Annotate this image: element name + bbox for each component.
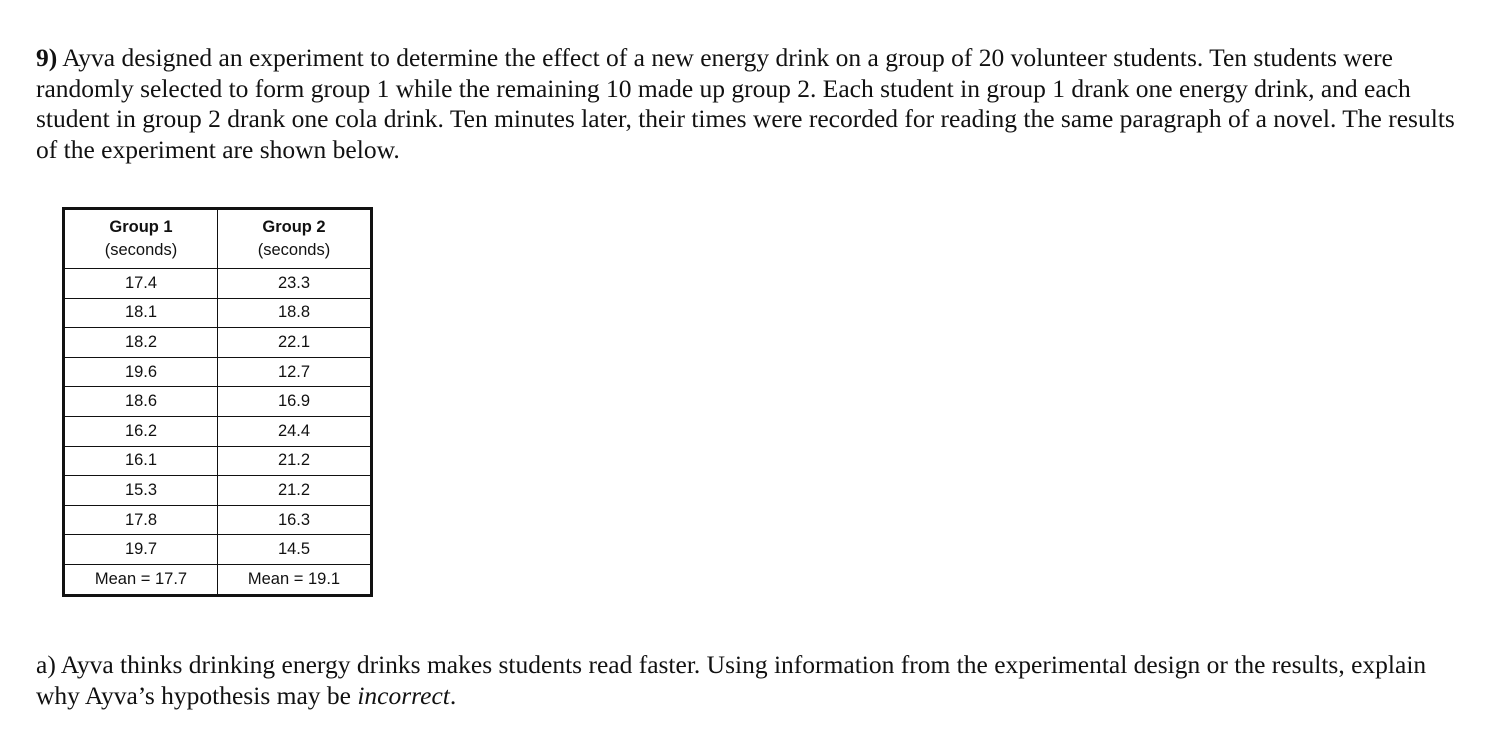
table-cell-group-2: 21.2 [218, 476, 372, 506]
table-cell-group-1: 16.2 [64, 416, 218, 446]
table-cell-group-2: 24.4 [218, 416, 372, 446]
mean-group-1: Mean = 17.7 [64, 564, 218, 595]
table-cell-group-2: 21.2 [218, 446, 372, 476]
table-row [64, 476, 372, 506]
table-cell-group-2: 14.5 [218, 535, 372, 565]
table-cell-group-2: 23.3 [218, 269, 372, 299]
header-group-2 [218, 209, 372, 269]
header-group-1 [64, 209, 218, 269]
table-body [64, 269, 372, 565]
table-cell-group-1: 17.8 [64, 505, 218, 535]
table-row [64, 416, 372, 446]
header-title: Group 1 [109, 218, 173, 236]
table-row [64, 387, 372, 417]
problem-number: 9) [36, 43, 58, 72]
question-a-text: a) Ayva thinks drinking energy drinks makes students read faster. Using information from the experimental design or the results, explain why Ayva’s hypothesis may be [36, 650, 1427, 710]
table-cell-group-1: 18.2 [64, 328, 218, 358]
table-cell-group-2: 18.8 [218, 298, 372, 328]
table-row [64, 446, 372, 476]
mean-group-2: Mean = 19.1 [218, 564, 372, 595]
table-cell-group-1: 16.1 [64, 446, 218, 476]
table-row [64, 328, 372, 358]
table-cell-group-1: 19.6 [64, 357, 218, 387]
header-unit: (seconds) [104, 241, 178, 259]
table-cell-group-2: 12.7 [218, 357, 372, 387]
header-title: Group 2 [262, 218, 326, 236]
table-cell-group-1: 17.4 [64, 269, 218, 299]
table-row [64, 269, 372, 299]
question-a-end: . [449, 680, 457, 710]
table-cell-group-2: 22.1 [218, 328, 372, 358]
question-a [36, 650, 1466, 711]
table-row [64, 298, 372, 328]
table-header-row [64, 209, 372, 269]
table-cell-group-1: 19.7 [64, 535, 218, 565]
table-cell-group-1: 18.1 [64, 298, 218, 328]
header-unit: (seconds) [257, 241, 331, 259]
table-row [64, 357, 372, 387]
table-mean-row [64, 564, 372, 595]
table-row [64, 535, 372, 565]
table-cell-group-2: 16.9 [218, 387, 372, 417]
question-a-emphasis: incorrect [357, 680, 450, 710]
table-cell-group-2: 16.3 [218, 505, 372, 535]
table-cell-group-1: 18.6 [64, 387, 218, 417]
table-cell-group-1: 15.3 [64, 476, 218, 506]
results-table [62, 207, 373, 597]
table-row [64, 505, 372, 535]
problem-text: Ayva designed an experiment to determine the effect of a new energy drink on a group of 20 volunteer students. Ten students were randomly selected to form group 1 while the remaining 10 made up group 2. Each student in group 1 drank one energy drink, and each student in group 2 drank one cola drink. Ten minutes later, their times were recorded for reading the same paragraph of a novel. The results of the experiment are shown below. [36, 43, 1455, 164]
problem-statement [36, 43, 1466, 165]
